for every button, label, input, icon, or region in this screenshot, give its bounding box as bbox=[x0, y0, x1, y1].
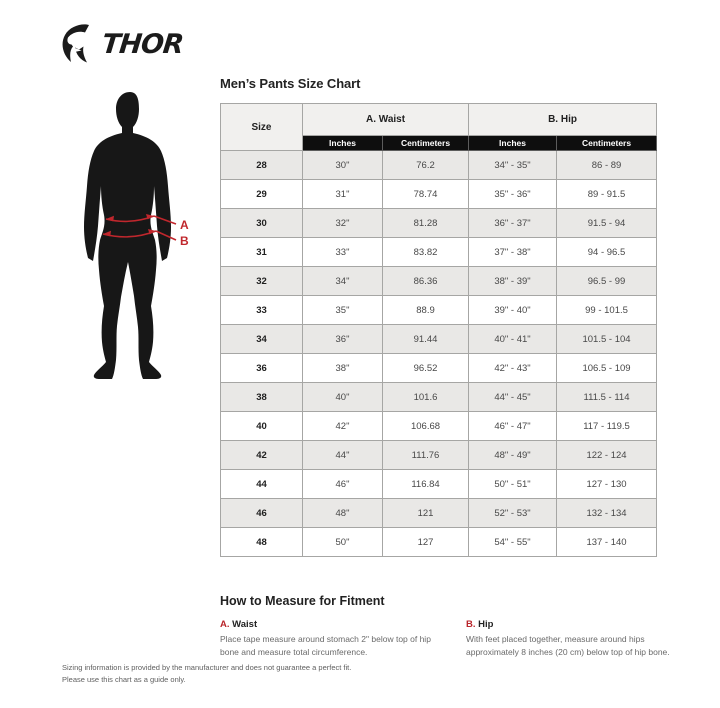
page-title: Men’s Pants Size Chart bbox=[220, 76, 361, 91]
size-table-body bbox=[221, 151, 657, 557]
column-group-hip: B. Hip bbox=[469, 104, 657, 136]
cell-waist-inches: 30" bbox=[303, 151, 383, 180]
cell-waist-centimeters: 91.44 bbox=[383, 325, 469, 354]
cell-size: 40 bbox=[221, 412, 303, 441]
cell-hip-inches: 37" - 38" bbox=[469, 238, 557, 267]
table-row bbox=[221, 499, 657, 528]
cell-waist-inches: 38" bbox=[303, 354, 383, 383]
table-row bbox=[221, 470, 657, 499]
cell-waist-inches: 33" bbox=[303, 238, 383, 267]
cell-size: 30 bbox=[221, 209, 303, 238]
cell-hip-inches: 42" - 43" bbox=[469, 354, 557, 383]
cell-hip-centimeters: 106.5 - 109 bbox=[557, 354, 657, 383]
table-row bbox=[221, 354, 657, 383]
measure-waist-text: Place tape measure around stomach 2" below top of hip bone and measure total circumference. bbox=[220, 634, 431, 658]
body-silhouette-graphic bbox=[58, 90, 208, 390]
body-silhouette-shape bbox=[84, 92, 171, 379]
cell-size: 32 bbox=[221, 267, 303, 296]
cell-size: 46 bbox=[221, 499, 303, 528]
cell-size: 36 bbox=[221, 354, 303, 383]
cell-size: 44 bbox=[221, 470, 303, 499]
thor-helmet-icon bbox=[60, 24, 98, 64]
cell-size: 33 bbox=[221, 296, 303, 325]
column-header-hip-inches: Inches bbox=[469, 136, 557, 151]
cell-waist-inches: 42" bbox=[303, 412, 383, 441]
cell-waist-inches: 32" bbox=[303, 209, 383, 238]
cell-waist-inches: 48" bbox=[303, 499, 383, 528]
cell-hip-inches: 48" - 49" bbox=[469, 441, 557, 470]
figure-label-a: A bbox=[180, 218, 189, 232]
cell-hip-inches: 34" - 35" bbox=[469, 151, 557, 180]
cell-hip-inches: 46" - 47" bbox=[469, 412, 557, 441]
cell-hip-centimeters: 111.5 - 114 bbox=[557, 383, 657, 412]
how-to-measure-section bbox=[220, 594, 690, 659]
column-header-waist-centimeters: Centimeters bbox=[383, 136, 469, 151]
cell-hip-inches: 39" - 40" bbox=[469, 296, 557, 325]
measure-waist-heading bbox=[220, 619, 438, 630]
column-header-waist-inches: Inches bbox=[303, 136, 383, 151]
cell-hip-inches: 36" - 37" bbox=[469, 209, 557, 238]
cell-hip-inches: 54" - 55" bbox=[469, 528, 557, 557]
cell-hip-centimeters: 96.5 - 99 bbox=[557, 267, 657, 296]
cell-size: 38 bbox=[221, 383, 303, 412]
brand-logo bbox=[60, 24, 183, 64]
cell-size: 28 bbox=[221, 151, 303, 180]
cell-waist-centimeters: 101.6 bbox=[383, 383, 469, 412]
table-row bbox=[221, 383, 657, 412]
cell-hip-centimeters: 137 - 140 bbox=[557, 528, 657, 557]
cell-waist-inches: 36" bbox=[303, 325, 383, 354]
table-row bbox=[221, 267, 657, 296]
measure-hip-text: With feet placed together, measure around hips approximately 8 inches (20 cm) below top of hip bone. bbox=[466, 634, 670, 658]
cell-waist-centimeters: 83.82 bbox=[383, 238, 469, 267]
measure-instruction-waist bbox=[220, 619, 438, 659]
cell-size: 48 bbox=[221, 528, 303, 557]
figure-silhouette bbox=[58, 90, 208, 390]
cell-hip-centimeters: 122 - 124 bbox=[557, 441, 657, 470]
cell-waist-centimeters: 88.9 bbox=[383, 296, 469, 325]
cell-size: 31 bbox=[221, 238, 303, 267]
cell-waist-centimeters: 106.68 bbox=[383, 412, 469, 441]
thor-wordmark: THOR bbox=[100, 28, 185, 60]
cell-waist-inches: 35" bbox=[303, 296, 383, 325]
cell-waist-centimeters: 121 bbox=[383, 499, 469, 528]
cell-hip-centimeters: 101.5 - 104 bbox=[557, 325, 657, 354]
cell-waist-centimeters: 116.84 bbox=[383, 470, 469, 499]
cell-size: 34 bbox=[221, 325, 303, 354]
table-row bbox=[221, 528, 657, 557]
cell-size: 42 bbox=[221, 441, 303, 470]
table-group-header-row bbox=[221, 104, 657, 136]
cell-hip-centimeters: 127 - 130 bbox=[557, 470, 657, 499]
cell-hip-inches: 35" - 36" bbox=[469, 180, 557, 209]
size-chart-table bbox=[220, 103, 657, 557]
cell-hip-inches: 44" - 45" bbox=[469, 383, 557, 412]
cell-waist-inches: 46" bbox=[303, 470, 383, 499]
measure-hip-heading bbox=[466, 619, 690, 630]
cell-waist-centimeters: 78.74 bbox=[383, 180, 469, 209]
cell-waist-centimeters: 127 bbox=[383, 528, 469, 557]
column-header-hip-centimeters: Centimeters bbox=[557, 136, 657, 151]
table-row bbox=[221, 209, 657, 238]
size-chart bbox=[220, 103, 657, 557]
figure-label-b: B bbox=[180, 234, 189, 248]
cell-hip-inches: 50" - 51" bbox=[469, 470, 557, 499]
cell-hip-inches: 52" - 53" bbox=[469, 499, 557, 528]
cell-hip-centimeters: 99 - 101.5 bbox=[557, 296, 657, 325]
table-row bbox=[221, 412, 657, 441]
table-row bbox=[221, 325, 657, 354]
cell-hip-centimeters: 91.5 - 94 bbox=[557, 209, 657, 238]
measure-waist-title: Waist bbox=[232, 619, 258, 630]
cell-hip-inches: 40" - 41" bbox=[469, 325, 557, 354]
measure-waist-letter: A. bbox=[220, 619, 230, 630]
how-to-measure-heading: How to Measure for Fitment bbox=[220, 594, 385, 608]
cell-hip-centimeters: 89 - 91.5 bbox=[557, 180, 657, 209]
table-row bbox=[221, 180, 657, 209]
cell-hip-centimeters: 86 - 89 bbox=[557, 151, 657, 180]
column-group-waist: A. Waist bbox=[303, 104, 469, 136]
cell-waist-inches: 40" bbox=[303, 383, 383, 412]
table-row bbox=[221, 151, 657, 180]
cell-waist-inches: 44" bbox=[303, 441, 383, 470]
sizing-disclaimer: Sizing information is provided by the manufacturer and does not guarantee a perfect fit. Please use this chart as a guide only. bbox=[62, 663, 352, 684]
cell-size: 29 bbox=[221, 180, 303, 209]
cell-waist-inches: 31" bbox=[303, 180, 383, 209]
table-row bbox=[221, 296, 657, 325]
cell-waist-centimeters: 111.76 bbox=[383, 441, 469, 470]
cell-waist-centimeters: 86.36 bbox=[383, 267, 469, 296]
cell-waist-centimeters: 81.28 bbox=[383, 209, 469, 238]
cell-hip-inches: 38" - 39" bbox=[469, 267, 557, 296]
cell-hip-centimeters: 117 - 119.5 bbox=[557, 412, 657, 441]
cell-waist-inches: 34" bbox=[303, 267, 383, 296]
measure-hip-title: Hip bbox=[478, 619, 494, 630]
cell-hip-centimeters: 132 - 134 bbox=[557, 499, 657, 528]
measure-hip-letter: B. bbox=[466, 619, 476, 630]
cell-waist-centimeters: 96.52 bbox=[383, 354, 469, 383]
cell-waist-inches: 50" bbox=[303, 528, 383, 557]
column-header-size: Size bbox=[221, 104, 303, 151]
cell-waist-centimeters: 76.2 bbox=[383, 151, 469, 180]
measure-instruction-hip bbox=[466, 619, 690, 659]
table-row bbox=[221, 238, 657, 267]
cell-hip-centimeters: 94 - 96.5 bbox=[557, 238, 657, 267]
table-row bbox=[221, 441, 657, 470]
